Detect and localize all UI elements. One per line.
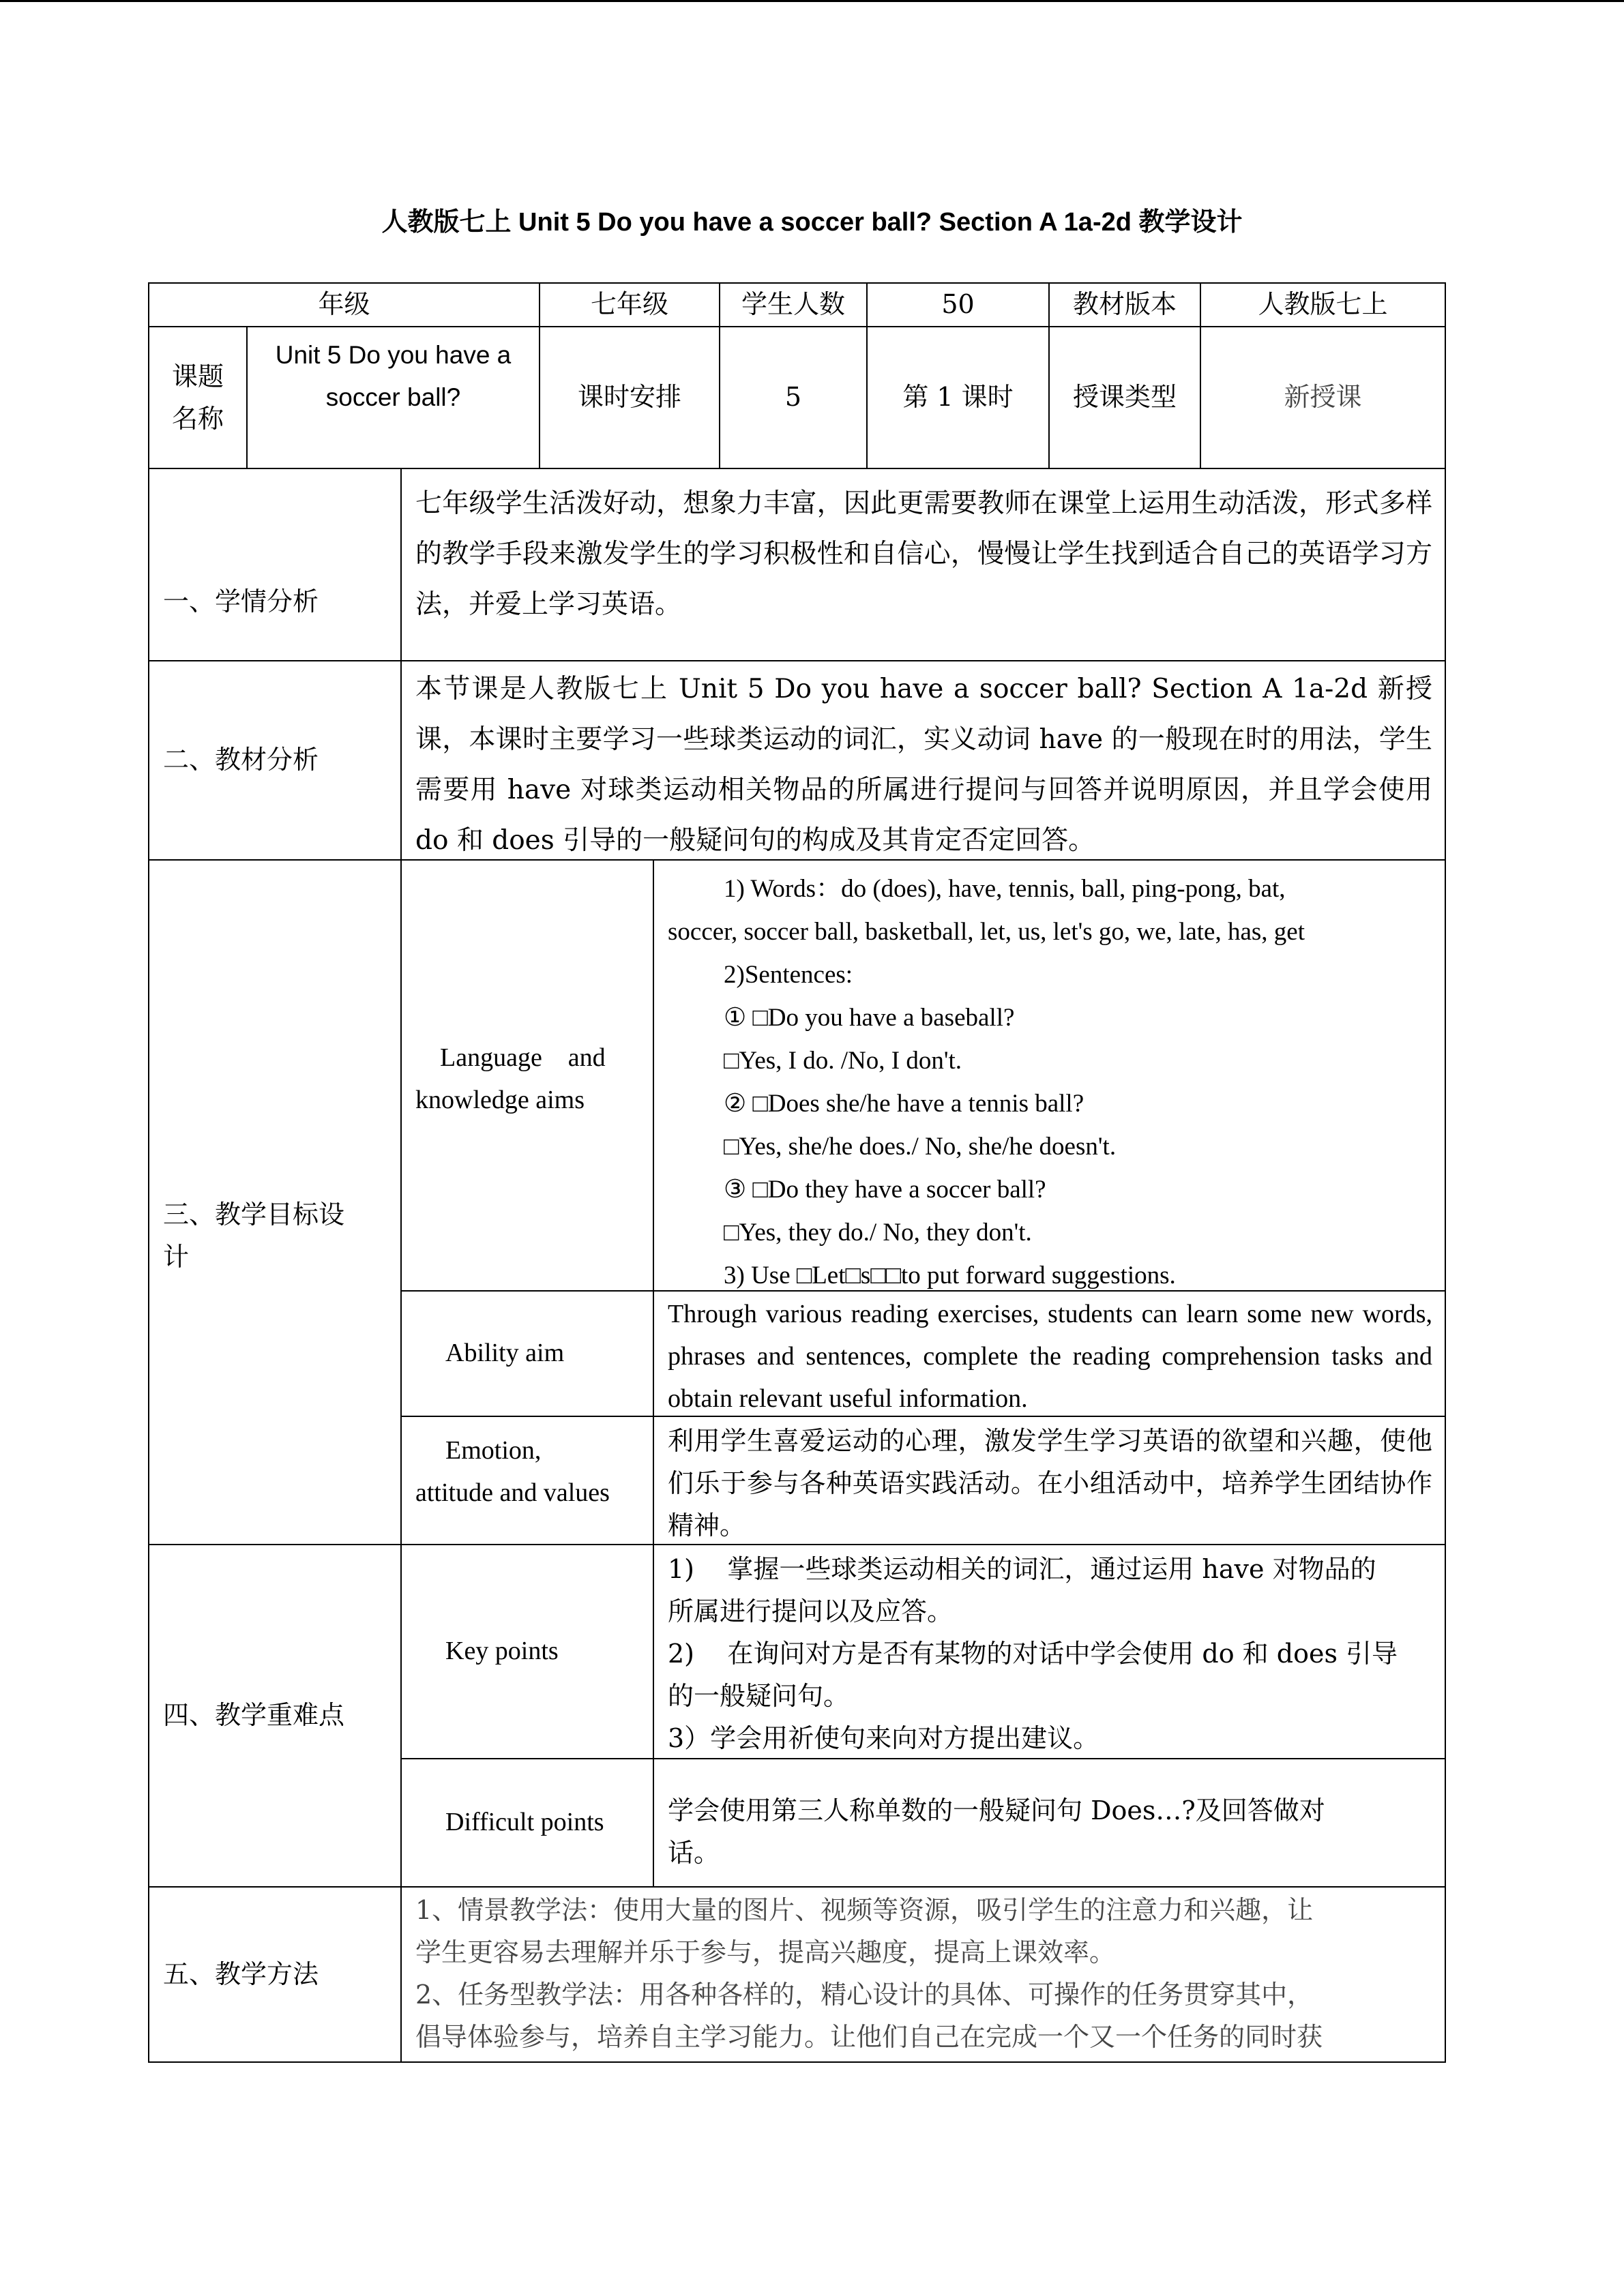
ability-aim-content-cell <box>653 1290 1446 1417</box>
document-title: 人教版七上 Unit 5 Do you have a soccer ball? Section A 1a-2d 教学设计 <box>381 208 1243 237</box>
s2-text: 本节课是人教版七上 Unit 5 Do you have a soccer ball? Section A 1a-2d 新授课，本课时主要学习一些球类运动的词汇，实义动词 have 的一般现在时的用法，学生需要用 have 对球类运动相关物品的所属进行提问与回答并说明原因，并且学会使用 do 和 does 引导的一般疑问句的构成及其肯定否定回答。 <box>415 674 1432 856</box>
top-border-line <box>0 0 1624 2</box>
schedule-value: 5 <box>784 382 802 413</box>
key-point-2-cont: 的一般疑问句。 <box>668 1681 850 1711</box>
emotion-text: 利用学生喜爱运动的心理，激发学生学习英语的欲望和兴趣，使他们乐于参与各种英语实践活动。在小组活动中，培养学生团结协作精神。 <box>668 1426 1432 1540</box>
difficult-point-line-2: 话。 <box>668 1838 720 1868</box>
s2-text-cell <box>400 660 1446 861</box>
grade-value-cell <box>539 282 720 327</box>
schedule-label: 课时安排 <box>577 382 681 413</box>
s1-label-cell <box>148 468 402 661</box>
s3-label-cell <box>148 859 402 1545</box>
emotion-label-line-2: attitude and values <box>415 1478 610 1507</box>
key-point-1-cont: 所属进行提问以及应答。 <box>668 1596 954 1626</box>
ability-aim-label: Ability aim <box>445 1339 565 1368</box>
difficult-points-label-cell <box>400 1758 654 1888</box>
key-points-label-cell <box>400 1544 654 1759</box>
s2-label-cell <box>148 660 402 861</box>
s1-text-cell <box>400 468 1446 661</box>
method-line-3: 2、任务型教学法：用各种各样的，精心设计的具体、可操作的任务贯穿其中， <box>415 1980 1314 2010</box>
type-label: 授课类型 <box>1072 382 1177 413</box>
type-value-cell <box>1200 326 1446 469</box>
key-points-label: Key points <box>445 1637 559 1666</box>
language-line-q1: ① □Do you have a baseball? <box>724 1004 1015 1032</box>
topic-value-line-1: Unit 5 Do you have a <box>275 341 512 369</box>
edition-value-cell <box>1200 282 1446 327</box>
ability-aim-text: Through various reading exercises, students can learn some new words, phrases and sentences, complete the reading comprehension tasks and obtain relevant useful information. <box>668 1300 1432 1413</box>
s5-label: 五、教学方法 <box>163 1958 319 1989</box>
language-line-suggestions: 3) Use □Let□s□□to put forward suggestions. <box>724 1262 1176 1289</box>
schedule-label-cell <box>539 326 720 469</box>
topic-label-line-1: 课题 <box>171 361 224 391</box>
language-aims-content-cell <box>653 859 1446 1292</box>
language-aims-label-cell <box>400 859 654 1292</box>
difficult-points-content-cell <box>653 1758 1446 1888</box>
key-point-3: 3）学会用祈使句来向对方提出建议。 <box>668 1723 1099 1753</box>
emotion-content-cell <box>653 1416 1446 1545</box>
ability-aim-label-cell <box>400 1290 654 1417</box>
topic-label-cell <box>148 326 248 469</box>
method-line-1: 1、情景教学法：使用大量的图片、视频等资源，吸引学生的注意力和兴趣，让 <box>415 1895 1314 1925</box>
s5-content-cell <box>400 1886 1446 2063</box>
topic-label-line-2: 名称 <box>171 404 224 434</box>
grade-value: 七年级 <box>590 289 668 320</box>
language-aims-label-line-2: knowledge aims <box>415 1086 585 1114</box>
language-line-a2: □Yes, she/he does./ No, she/he doesn't. <box>724 1133 1117 1161</box>
difficult-points-label: Difficult points <box>445 1808 604 1837</box>
edition-label-cell <box>1048 282 1201 327</box>
schedule-value-cell <box>719 326 868 469</box>
students-value-cell <box>866 282 1050 327</box>
language-line-words: 1) Words：do (does), have, tennis, ball, ping-pong, bat, <box>724 875 1286 903</box>
s3-label-line-2: 计 <box>163 1242 190 1272</box>
language-aims-label-line-1: Language and <box>440 1043 606 1072</box>
s1-label: 一、学情分析 <box>163 586 319 616</box>
s3-label-line-1: 三、教学目标设 <box>163 1199 345 1229</box>
key-points-content-cell <box>653 1544 1446 1759</box>
s1-text: 七年级学生活泼好动，想象力丰富，因此更需要教师在课堂上运用生动活泼，形式多样的教学手段来激发学生的学习积极性和自信心，慢慢让学生找到适合自己的英语学习方法，并爱上学习英语。 <box>415 488 1432 620</box>
period-value: 第 1 课时 <box>902 382 1014 413</box>
s2-label: 二、教材分析 <box>163 745 319 775</box>
grade-label: 年级 <box>318 289 370 320</box>
type-label-cell <box>1048 326 1201 469</box>
lesson-plan-table <box>148 282 1446 2063</box>
key-point-2: 2) 在询问对方是否有某物的对话中学会使用 do 和 does 引导 <box>668 1639 1398 1669</box>
period-value-cell <box>866 326 1050 469</box>
students-label: 学生人数 <box>741 289 845 320</box>
topic-value-cell <box>246 326 540 469</box>
language-line-words-cont: soccer, soccer ball, basketball, let, us, let's go, we, late, has, get <box>668 918 1305 946</box>
students-label-cell <box>719 282 868 327</box>
language-line-q2: ② □Does she/he have a tennis ball? <box>724 1090 1084 1118</box>
emotion-label-cell <box>400 1416 654 1545</box>
key-point-1: 1) 掌握一些球类运动相关的词汇，通过运用 have 对物品的 <box>668 1554 1376 1584</box>
method-line-2: 学生更容易去理解并乐于参与，提高兴趣度，提高上课效率。 <box>415 1937 1116 1967</box>
language-line-sentences: 2)Sentences: <box>724 961 853 989</box>
language-line-a1: □Yes, I do. /No, I don't. <box>724 1047 962 1075</box>
s4-label-cell <box>148 1544 402 1888</box>
s4-label: 四、教学重难点 <box>163 1700 345 1731</box>
edition-value: 人教版七上 <box>1258 289 1388 320</box>
language-line-q3: ③ □Do they have a soccer ball? <box>724 1176 1046 1204</box>
method-line-4: 倡导体验参与，培养自主学习能力。让他们自己在完成一个又一个任务的同时获 <box>415 2022 1323 2052</box>
type-value: 新授课 <box>1284 382 1362 413</box>
students-value: 50 <box>941 289 975 320</box>
edition-label: 教材版本 <box>1072 289 1177 320</box>
emotion-label-line-1: Emotion, <box>445 1436 542 1465</box>
topic-value-line-2: soccer ball? <box>325 383 461 411</box>
language-line-a3: □Yes, they do./ No, they don't. <box>724 1219 1032 1247</box>
grade-label-cell <box>148 282 540 327</box>
difficult-point-line-1: 学会使用第三人称单数的一般疑问句 Does…?及回答做对 <box>668 1795 1325 1825</box>
s5-label-cell <box>148 1886 402 2063</box>
